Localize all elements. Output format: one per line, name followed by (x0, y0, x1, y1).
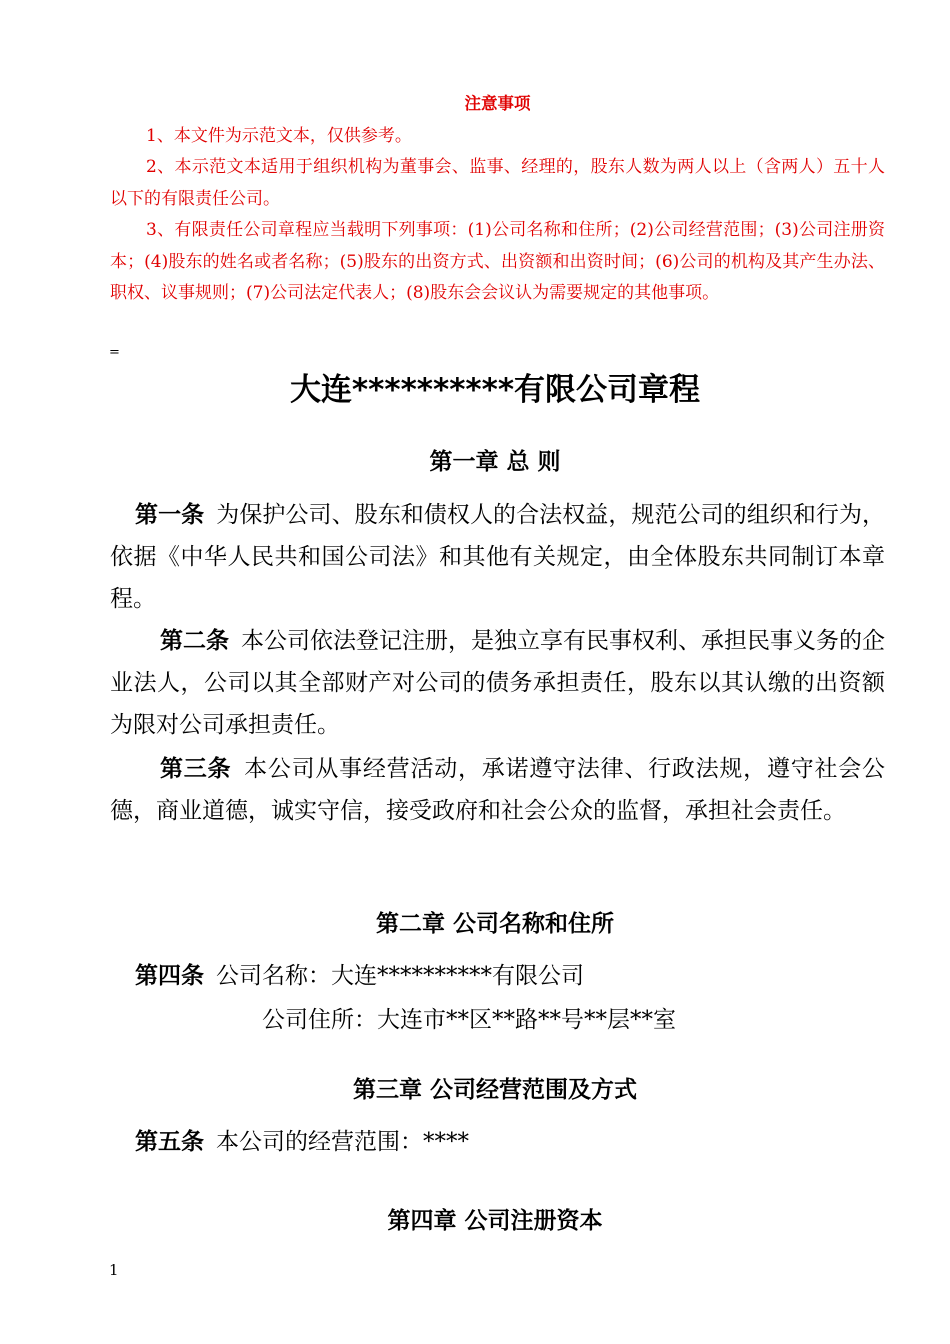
notice-title: 注意事项 (464, 94, 531, 113)
article-4-text: 公司名称：大连**********有限公司 (216, 963, 584, 989)
notice-section (110, 88, 885, 310)
article-4-address: 公司住所：大连市**区**路**号**层**室 (262, 1007, 676, 1033)
notice-item-1: 1、本文件为示范文本，仅供参考。 (146, 125, 412, 146)
page-number: 1 (109, 1261, 119, 1279)
article-1-text: 为保护公司、股东和债权人的合法权益，规范公司的组织和行为，依据《中华人民共和国公司法》和其他有关规定，由全体股东共同制订本章程。 (110, 502, 885, 612)
article-1 (110, 494, 885, 620)
chapter-4-heading: 第四章 公司注册资本 (387, 1208, 603, 1234)
article-2 (110, 620, 885, 746)
article-2-label: 第二条 (160, 628, 229, 654)
article-2-text: 本公司依法登记注册，是独立享有民事权利、承担民事义务的企业法人，公司以其全部财产对公司的债务承担责任，股东以其认缴的出资额为限对公司承担责任。 (110, 628, 885, 738)
article-5 (135, 1121, 469, 1163)
article-4-label: 第四条 (135, 963, 204, 989)
document-title: 大连**********有限公司章程 (289, 372, 701, 408)
article-3-label: 第三条 (160, 756, 232, 782)
article-4 (135, 955, 584, 997)
article-5-label: 第五条 (135, 1129, 204, 1155)
article-3-text: 本公司从事经营活动，承诺遵守法律、行政法规，遵守社会公德，商业道德，诚实守信，接受政府和社会公众的监督，承担社会责任。 (110, 756, 886, 824)
notice-item-3: 3、有限责任公司章程应当载明下列事项：(1)公司名称和住所；(2)公司经营范围；(3)公司注册资本；(4)股东的姓名或者名称；(5)股东的出资方式、出资额和出资时间；(6)公司的机构及其产生办法、职权、议事规则；(7)公司法定代表人；(8)股东会会议认为需要规定的其他事项。 (110, 220, 885, 303)
notice-item-2: 2、本示范文本适用于组织机构为董事会、监事、经理的，股东人数为两人以上（含两人）五十人以下的有限责任公司。 (110, 157, 885, 209)
article-3 (110, 748, 885, 832)
article-1-label: 第一条 (135, 502, 205, 528)
section-marker: = (109, 345, 120, 360)
chapter-1-heading: 第一章 总 则 (429, 449, 561, 475)
article-5-text: 本公司的经营范围：**** (216, 1129, 469, 1155)
chapter-2-heading: 第二章 公司名称和住所 (375, 911, 614, 937)
chapter-3-heading: 第三章 公司经营范围及方式 (352, 1077, 637, 1103)
